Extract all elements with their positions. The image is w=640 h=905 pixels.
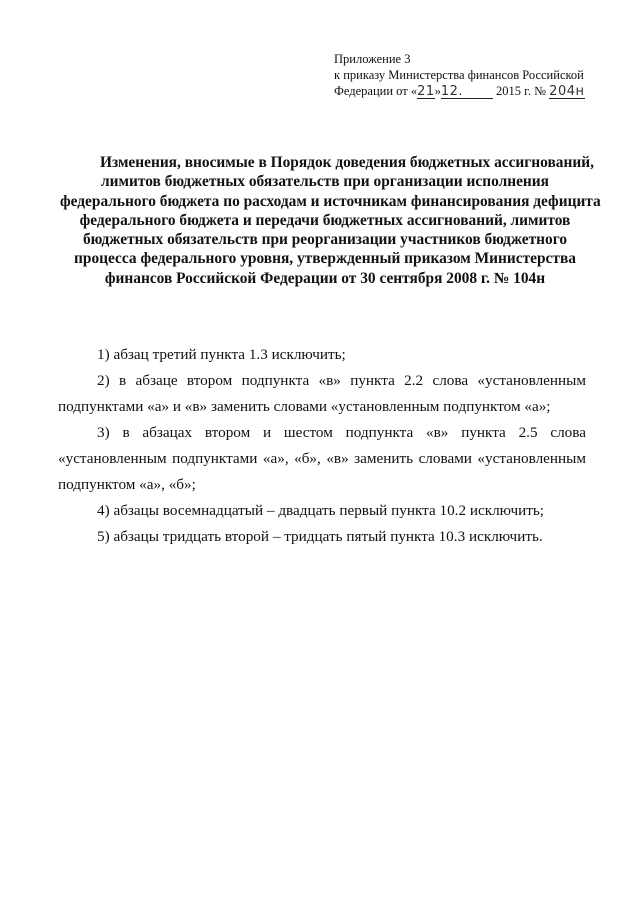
appendix-header: [334, 51, 604, 99]
document-body: [58, 342, 586, 550]
handwritten-day: 21: [417, 84, 435, 99]
date-quote-close: »: [434, 84, 441, 98]
appendix-order-ref: к приказу Министерства финансов Российской: [334, 68, 584, 82]
appendix-date-line: [334, 83, 604, 99]
year-number-label: 2015 г. №: [496, 84, 547, 98]
handwritten-month: 12.: [441, 85, 493, 99]
title-line: федерального бюджета по расходам и источникам финансирования дефицита: [60, 192, 601, 210]
date-prefix: Федерации от «: [334, 84, 418, 98]
title-line: процесса федерального уровня, утвержденный приказом Министерства: [74, 250, 576, 268]
title-line: лимитов бюджетных обязательств при организации исполнения: [101, 173, 549, 191]
list-item: 5) абзацы тридцать второй – тридцать пятый пункта 10.3 исключить.: [97, 528, 543, 545]
title-line: бюджетных обязательств при реорганизации участников бюджетного: [82, 231, 568, 249]
appendix-label: Приложение 3: [334, 52, 411, 66]
title-line: Изменения, вносимые в Порядок доведения бюджетных ассигнований,: [100, 154, 594, 171]
list-item: 1) абзац третий пункта 1.3 исключить;: [97, 346, 346, 363]
list-item: 4) абзацы восемнадцатый – двадцать первый пункта 10.2 исключить;: [97, 502, 544, 519]
list-item: 2) в абзаце втором подпункта «в» пункта 2.2 слова «установленным подпунктами «а» и «в» заменить словами «установленным подпунктом «а»;: [58, 372, 586, 415]
title-line: финансов Российской Федерации от 30 сентября 2008 г. № 104н: [104, 269, 546, 287]
handwritten-order-number: 204н: [549, 84, 585, 99]
document-title: [60, 153, 601, 288]
list-item: 3) в абзацах втором и шестом подпункта «в» пункта 2.5 слова «установленным подпунктами «а», «б», «в» заменить словами «установленным подпунктом «а», «б»;: [58, 424, 586, 493]
title-line: федерального бюджета и передачи бюджетных ассигнований, лимитов: [79, 211, 571, 229]
